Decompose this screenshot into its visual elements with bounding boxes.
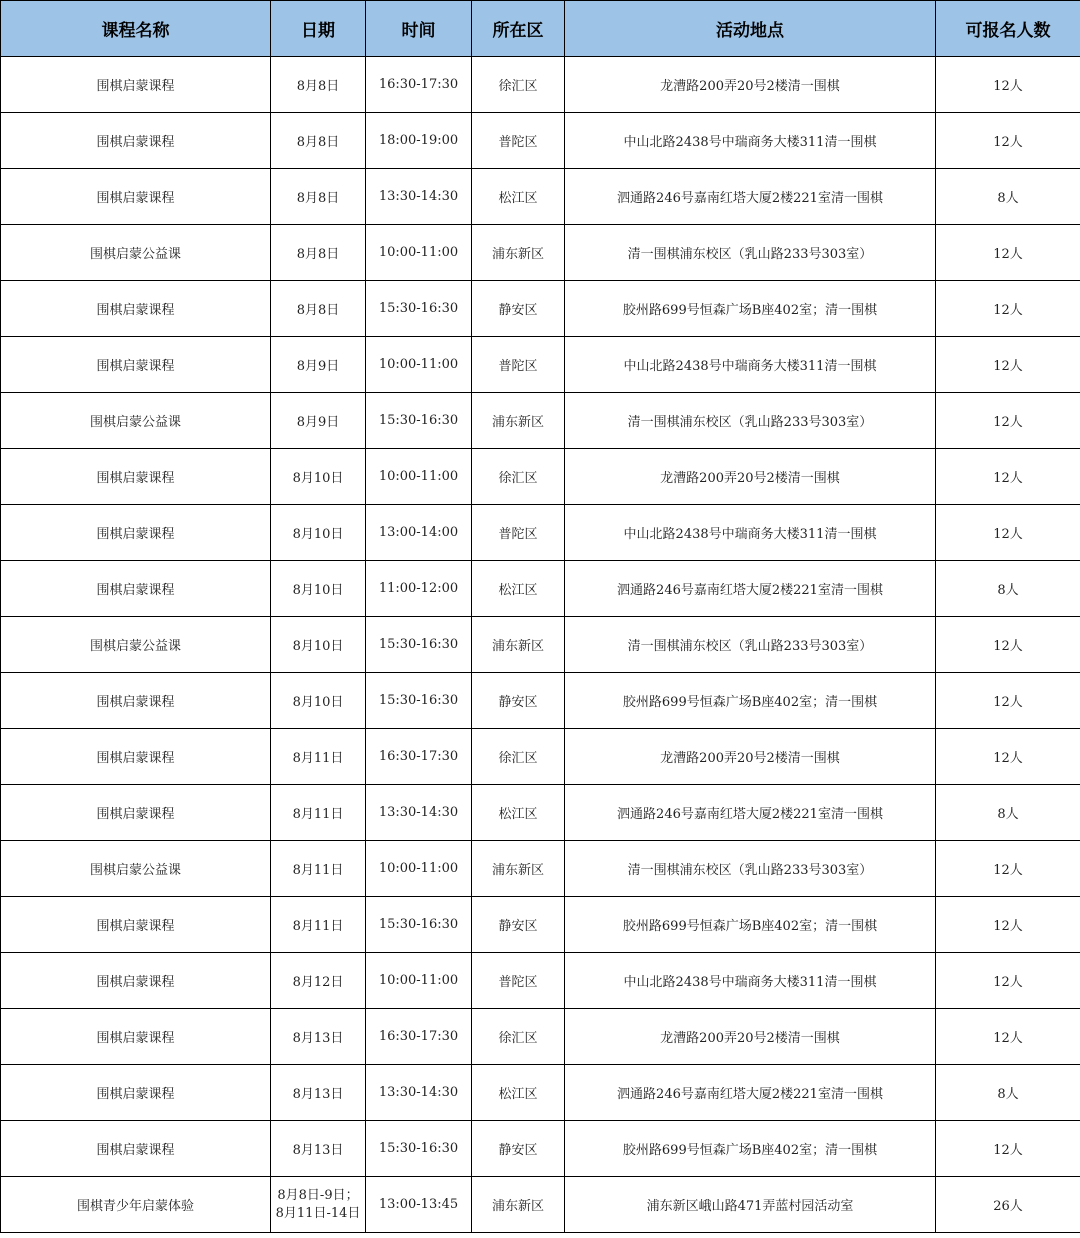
cell-date: 8月12日 bbox=[271, 953, 366, 1009]
header-date: 日期 bbox=[271, 1, 366, 57]
cell-location: 中山北路2438号中瑞商务大楼311清一围棋 bbox=[565, 505, 936, 561]
cell-capacity: 12人 bbox=[936, 953, 1080, 1009]
table-row bbox=[1, 337, 1080, 393]
cell-capacity: 12人 bbox=[936, 281, 1080, 337]
cell-capacity: 12人 bbox=[936, 393, 1080, 449]
cell-time: 10:00-11:00 bbox=[366, 449, 472, 505]
cell-location: 清一围棋浦东校区（乳山路233号303室） bbox=[565, 841, 936, 897]
cell-date: 8月8日 bbox=[271, 281, 366, 337]
cell-district: 徐汇区 bbox=[472, 57, 565, 113]
cell-course-name: 围棋启蒙课程 bbox=[1, 953, 271, 1009]
cell-time: 16:30-17:30 bbox=[366, 1009, 472, 1065]
cell-time: 15:30-16:30 bbox=[366, 673, 472, 729]
cell-time: 13:30-14:30 bbox=[366, 169, 472, 225]
cell-date: 8月13日 bbox=[271, 1065, 366, 1121]
cell-date: 8月11日 bbox=[271, 729, 366, 785]
table-row bbox=[1, 449, 1080, 505]
cell-date: 8月10日 bbox=[271, 505, 366, 561]
cell-time: 15:30-16:30 bbox=[366, 897, 472, 953]
header-course-name: 课程名称 bbox=[1, 1, 271, 57]
table-row bbox=[1, 1065, 1080, 1121]
cell-time: 15:30-16:30 bbox=[366, 393, 472, 449]
cell-date: 8月10日 bbox=[271, 673, 366, 729]
cell-course-name: 围棋启蒙课程 bbox=[1, 1065, 271, 1121]
cell-district: 普陀区 bbox=[472, 505, 565, 561]
cell-course-name: 围棋启蒙课程 bbox=[1, 785, 271, 841]
cell-capacity: 12人 bbox=[936, 673, 1080, 729]
cell-capacity: 12人 bbox=[936, 1121, 1080, 1177]
table-row bbox=[1, 113, 1080, 169]
cell-course-name: 围棋启蒙公益课 bbox=[1, 225, 271, 281]
cell-capacity: 12人 bbox=[936, 1009, 1080, 1065]
cell-capacity: 8人 bbox=[936, 785, 1080, 841]
table-row bbox=[1, 617, 1080, 673]
table-row-youth-experience bbox=[1, 1177, 1080, 1233]
cell-capacity: 8人 bbox=[936, 561, 1080, 617]
cell-time: 11:00-12:00 bbox=[366, 561, 472, 617]
cell-district: 浦东新区 bbox=[472, 1177, 565, 1233]
cell-district: 静安区 bbox=[472, 281, 565, 337]
cell-location: 泗通路246号嘉南红塔大厦2楼221室清一围棋 bbox=[565, 785, 936, 841]
cell-course-name: 围棋启蒙公益课 bbox=[1, 841, 271, 897]
table-header-row bbox=[1, 1, 1080, 57]
cell-district: 松江区 bbox=[472, 1065, 565, 1121]
table-row bbox=[1, 281, 1080, 337]
cell-course-name: 围棋启蒙课程 bbox=[1, 113, 271, 169]
cell-location: 龙漕路200弄20号2楼清一围棋 bbox=[565, 729, 936, 785]
table-row bbox=[1, 841, 1080, 897]
cell-time: 13:00-14:00 bbox=[366, 505, 472, 561]
cell-capacity: 12人 bbox=[936, 113, 1080, 169]
cell-date: 8月10日 bbox=[271, 561, 366, 617]
table-row bbox=[1, 785, 1080, 841]
cell-date: 8月8日 bbox=[271, 57, 366, 113]
cell-date: 8月13日 bbox=[271, 1121, 366, 1177]
cell-time: 10:00-11:00 bbox=[366, 841, 472, 897]
cell-location: 中山北路2438号中瑞商务大楼311清一围棋 bbox=[565, 953, 936, 1009]
cell-course-name: 围棋启蒙课程 bbox=[1, 561, 271, 617]
cell-time: 13:30-14:30 bbox=[366, 785, 472, 841]
cell-course-name: 围棋启蒙课程 bbox=[1, 1009, 271, 1065]
cell-location: 清一围棋浦东校区（乳山路233号303室） bbox=[565, 393, 936, 449]
cell-district: 普陀区 bbox=[472, 953, 565, 1009]
table-row bbox=[1, 897, 1080, 953]
cell-time: 15:30-16:30 bbox=[366, 1121, 472, 1177]
cell-course-name: 围棋启蒙课程 bbox=[1, 897, 271, 953]
cell-capacity: 8人 bbox=[936, 169, 1080, 225]
cell-district: 静安区 bbox=[472, 897, 565, 953]
cell-time: 13:30-14:30 bbox=[366, 1065, 472, 1121]
cell-course-name: 围棋启蒙课程 bbox=[1, 57, 271, 113]
cell-date: 8月8日 bbox=[271, 169, 366, 225]
cell-capacity: 12人 bbox=[936, 617, 1080, 673]
cell-course-name: 围棋启蒙课程 bbox=[1, 1121, 271, 1177]
cell-capacity: 12人 bbox=[936, 449, 1080, 505]
cell-capacity: 12人 bbox=[936, 57, 1080, 113]
cell-course-name: 围棋启蒙课程 bbox=[1, 729, 271, 785]
cell-date: 8月8日 bbox=[271, 113, 366, 169]
cell-time: 15:30-16:30 bbox=[366, 617, 472, 673]
cell-time: 10:00-11:00 bbox=[366, 337, 472, 393]
cell-time: 13:00-13:45 bbox=[366, 1177, 472, 1233]
cell-date: 8月9日 bbox=[271, 337, 366, 393]
cell-course-name: 围棋启蒙课程 bbox=[1, 281, 271, 337]
cell-capacity: 12人 bbox=[936, 337, 1080, 393]
cell-location: 泗通路246号嘉南红塔大厦2楼221室清一围棋 bbox=[565, 1065, 936, 1121]
cell-district: 松江区 bbox=[472, 561, 565, 617]
cell-course-name: 围棋启蒙课程 bbox=[1, 673, 271, 729]
cell-course-name: 围棋启蒙课程 bbox=[1, 169, 271, 225]
cell-location: 龙漕路200弄20号2楼清一围棋 bbox=[565, 449, 936, 505]
cell-time: 18:00-19:00 bbox=[366, 113, 472, 169]
cell-date: 8月13日 bbox=[271, 1009, 366, 1065]
cell-capacity: 12人 bbox=[936, 897, 1080, 953]
cell-location: 龙漕路200弄20号2楼清一围棋 bbox=[565, 1009, 936, 1065]
cell-time: 16:30-17:30 bbox=[366, 729, 472, 785]
cell-district: 徐汇区 bbox=[472, 729, 565, 785]
cell-district: 浦东新区 bbox=[472, 617, 565, 673]
table-row bbox=[1, 505, 1080, 561]
header-capacity: 可报名人数 bbox=[936, 1, 1080, 57]
cell-location: 龙漕路200弄20号2楼清一围棋 bbox=[565, 57, 936, 113]
table-row bbox=[1, 729, 1080, 785]
cell-date: 8月8日 bbox=[271, 225, 366, 281]
date-range-line-1: 8月8日-9日； bbox=[277, 1187, 359, 1203]
cell-location: 胶州路699号恒森广场B座402室；清一围棋 bbox=[565, 281, 936, 337]
cell-date: 8月11日 bbox=[271, 785, 366, 841]
cell-course-name: 围棋青少年启蒙体验 bbox=[1, 1177, 271, 1233]
table-row bbox=[1, 393, 1080, 449]
cell-date: 8月11日 bbox=[271, 897, 366, 953]
cell-district: 徐汇区 bbox=[472, 449, 565, 505]
cell-date: 8月10日 bbox=[271, 449, 366, 505]
table-row bbox=[1, 225, 1080, 281]
cell-district: 浦东新区 bbox=[472, 393, 565, 449]
cell-capacity: 26人 bbox=[936, 1177, 1080, 1233]
table-row bbox=[1, 169, 1080, 225]
cell-location: 泗通路246号嘉南红塔大厦2楼221室清一围棋 bbox=[565, 561, 936, 617]
header-time: 时间 bbox=[366, 1, 472, 57]
cell-date: 8月11日 bbox=[271, 841, 366, 897]
table-row bbox=[1, 1009, 1080, 1065]
header-district: 所在区 bbox=[472, 1, 565, 57]
cell-course-name: 围棋启蒙公益课 bbox=[1, 393, 271, 449]
cell-district: 松江区 bbox=[472, 785, 565, 841]
cell-district: 普陀区 bbox=[472, 337, 565, 393]
cell-time: 16:30-17:30 bbox=[366, 57, 472, 113]
cell-district: 静安区 bbox=[472, 673, 565, 729]
cell-location: 胶州路699号恒森广场B座402室；清一围棋 bbox=[565, 673, 936, 729]
cell-location: 泗通路246号嘉南红塔大厦2楼221室清一围棋 bbox=[565, 169, 936, 225]
table-row bbox=[1, 1121, 1080, 1177]
cell-district: 松江区 bbox=[472, 169, 565, 225]
cell-course-name: 围棋启蒙课程 bbox=[1, 505, 271, 561]
cell-capacity: 12人 bbox=[936, 729, 1080, 785]
cell-location: 胶州路699号恒森广场B座402室；清一围棋 bbox=[565, 1121, 936, 1177]
cell-course-name: 围棋启蒙课程 bbox=[1, 449, 271, 505]
cell-location: 中山北路2438号中瑞商务大楼311清一围棋 bbox=[565, 337, 936, 393]
cell-capacity: 12人 bbox=[936, 841, 1080, 897]
cell-location: 浦东新区峨山路471弄蓝村园活动室 bbox=[565, 1177, 936, 1233]
cell-district: 浦东新区 bbox=[472, 841, 565, 897]
table-row bbox=[1, 953, 1080, 1009]
cell-time: 10:00-11:00 bbox=[366, 953, 472, 1009]
cell-district: 普陀区 bbox=[472, 113, 565, 169]
table-row bbox=[1, 561, 1080, 617]
date-range-line-2: 8月11日-14日 bbox=[275, 1205, 361, 1221]
table-row bbox=[1, 57, 1080, 113]
cell-capacity: 12人 bbox=[936, 225, 1080, 281]
cell-capacity: 8人 bbox=[936, 1065, 1080, 1121]
cell-date-range bbox=[271, 1177, 366, 1233]
cell-date: 8月10日 bbox=[271, 617, 366, 673]
cell-course-name: 围棋启蒙公益课 bbox=[1, 617, 271, 673]
cell-date: 8月9日 bbox=[271, 393, 366, 449]
cell-district: 浦东新区 bbox=[472, 225, 565, 281]
cell-district: 徐汇区 bbox=[472, 1009, 565, 1065]
cell-district: 静安区 bbox=[472, 1121, 565, 1177]
cell-time: 10:00-11:00 bbox=[366, 225, 472, 281]
cell-time: 15:30-16:30 bbox=[366, 281, 472, 337]
table-row bbox=[1, 673, 1080, 729]
cell-capacity: 12人 bbox=[936, 505, 1080, 561]
cell-location: 清一围棋浦东校区（乳山路233号303室） bbox=[565, 225, 936, 281]
cell-location: 胶州路699号恒森广场B座402室；清一围棋 bbox=[565, 897, 936, 953]
cell-course-name: 围棋启蒙课程 bbox=[1, 337, 271, 393]
cell-location: 中山北路2438号中瑞商务大楼311清一围棋 bbox=[565, 113, 936, 169]
cell-location: 清一围棋浦东校区（乳山路233号303室） bbox=[565, 617, 936, 673]
header-location: 活动地点 bbox=[565, 1, 936, 57]
